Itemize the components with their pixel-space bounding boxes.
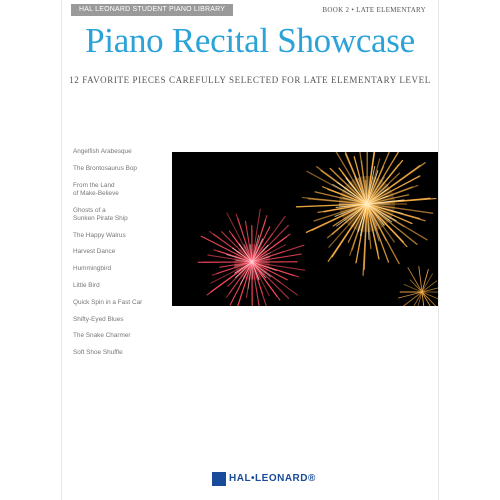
song-list-item: The Snake Charmer: [73, 332, 131, 340]
song-list-item: The Happy Walrus: [73, 231, 126, 239]
song-list-item: Quick Spin in a Fast Car: [73, 298, 143, 306]
book-subtitle: 12 FAVORITE PIECES CAREFULLY SELECTED FOR LATE ELEMENTARY LEVEL: [69, 75, 431, 85]
song-list-item: The Brontosaurus Bop: [73, 164, 137, 172]
hal-leonard-logo-icon: [212, 472, 226, 486]
song-list-item: Hummingbird: [73, 265, 112, 273]
song-list-item: From the Land of Make-Believe: [73, 181, 119, 197]
book-cover: [62, 0, 438, 500]
publisher-name: HAL•LEONARD®: [229, 473, 316, 484]
song-list-item: Ghosts of a Sunken Pirate Ship: [73, 206, 128, 222]
fireworks-image: [172, 152, 438, 306]
library-badge: HAL LEONARD STUDENT PIANO LIBRARY: [71, 4, 233, 16]
song-list: [73, 148, 168, 366]
song-list-item: Little Bird: [73, 281, 100, 289]
song-list-item: Angelfish Arabesque: [73, 148, 132, 155]
song-list-item: Harvest Dance: [73, 248, 116, 256]
song-list-item: Soft Shoe Shuffle: [73, 349, 123, 357]
cover-header: [62, 0, 438, 20]
book-title: Piano Recital Showcase: [85, 21, 415, 60]
fireworks-graphic: [172, 152, 438, 306]
song-list-item: Shifty-Eyed Blues: [73, 315, 124, 323]
book-level: BOOK 2 • LATE ELEMENTARY: [322, 6, 426, 14]
